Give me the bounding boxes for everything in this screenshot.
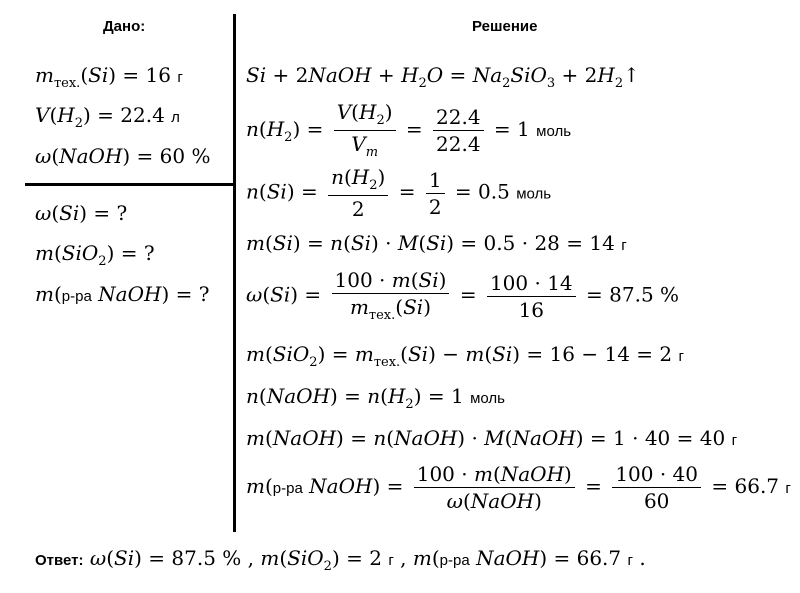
eq-mass-sio2: $m(SiO_2) = m_{тех.}(Si) - m(Si) = 16 - 14 = 2$ г xyxy=(246,342,684,370)
eq-fraction-si: ω(Si) = $\frac{100 \cdot m(Si)}{m_{тех.}(Si)}$ = $\frac{100 \cdot 14}{16}$ = 87.5 % xyxy=(246,268,680,323)
eq-mass-si: m(Si) = n(Si) · M(Si) = 0.5 · 28 = 14 г xyxy=(246,231,627,255)
given-volume-h2: $V(H_2) = 22.4$ л xyxy=(35,103,180,131)
given-fraction-naoh: ω(NaOH) = 60 % xyxy=(35,144,211,168)
find-fraction-si: ω(Si) = ? xyxy=(35,201,128,225)
solution-header: Решение xyxy=(472,18,538,35)
reaction-equation: Si + 2NaOH + $H_2O = Na_2SiO_3$ + $2H_2↑$ xyxy=(246,63,640,91)
eq-moles-h2: $n(H_2)$ = $\frac{V(H_2)}{V_m}$ = $\frac{22.4}{22.4}$ = 1 моль xyxy=(246,100,572,160)
given-find-divider xyxy=(25,183,235,186)
given-header: Дано: xyxy=(103,18,146,35)
vertical-divider xyxy=(233,14,236,532)
eq-mass-naoh: m(NaOH) = n(NaOH) · M(NaOH) = 1 · 40 = 40 г xyxy=(246,426,738,450)
given-mass-tech-si: $m_{тех.}(Si) = 16$ г xyxy=(35,63,183,91)
find-mass-naoh-solution: m(р-ра NaOH) = ? xyxy=(35,282,210,306)
eq-moles-si: n(Si) = $\frac{n(H_2)}{2}$ = $\frac{1}{2}$ = 0.5 моль xyxy=(246,165,552,221)
answer-line: Ответ: ω(Si) = 87.5 % , m(SiO$_2$) = 2 г , m(р-ра NaOH) = 66.7 г . xyxy=(35,546,646,574)
eq-mass-naoh-solution: m(р-ра NaOH) = $\frac{\text{100 · m(NaOH)}}{\text{ω(NaOH)}}$ = $\frac{100 \cdot 40}{60}$ = 66.7 г xyxy=(246,462,791,513)
eq-moles-naoh: n(NaOH) = $n(H_2) = 1$ моль xyxy=(246,384,505,412)
find-mass-sio2: m(SiO$_2$) = ? xyxy=(35,241,155,269)
